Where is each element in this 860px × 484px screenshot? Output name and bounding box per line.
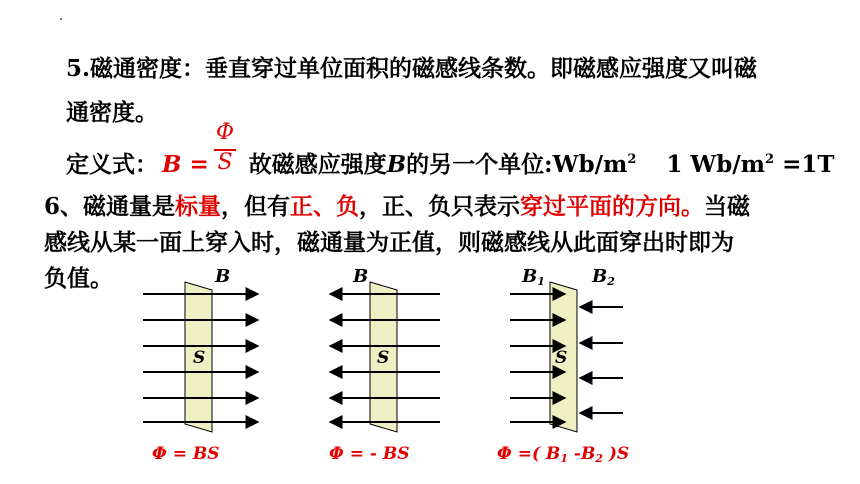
item6-seg-3: ，但有 xyxy=(221,193,291,220)
formula-label: 定义式： xyxy=(66,151,158,178)
item6-seg-7: 当磁 xyxy=(704,193,751,220)
figure-2-b-label: B xyxy=(353,266,369,287)
definition-line-2: 通密度。 xyxy=(66,99,158,126)
item6-seg-4: 正、负 xyxy=(290,193,360,220)
fraction-denominator: S xyxy=(217,150,233,175)
formula-b: B xyxy=(386,151,407,178)
figure-1-b-label: B xyxy=(215,266,231,287)
formula-text-1: 故磁感应强度 xyxy=(248,151,387,178)
figure-1-formula: Φ = BS xyxy=(152,444,220,464)
formula-lhs: B = xyxy=(162,151,209,178)
figure-3-b1-label: $B_1$ xyxy=(522,266,545,288)
unit-sup-2: 2 xyxy=(765,152,775,167)
fraction-numerator: Φ xyxy=(215,120,235,145)
unit-equality: 1 Wb/m xyxy=(666,151,766,178)
unit-equality-rest: =1T xyxy=(774,151,835,178)
figure-3-formula: Φ =( $B_1$ $-B_2$ )S xyxy=(497,444,630,465)
item6-line-2: 感线从某一面上穿入时，磁通量为正值，则磁感线从此面穿出时即为 xyxy=(44,229,734,256)
figure-2-s-label: S xyxy=(377,348,390,368)
formula-sup-1: 2 xyxy=(627,152,637,167)
figure-3-b2-label: $B_2$ xyxy=(592,266,615,288)
figure-3-s-label: S xyxy=(555,348,568,368)
figure-1-s-label: S xyxy=(193,348,206,368)
item6-seg-5: ，正、负只表示 xyxy=(359,193,521,220)
formula-text-2: 的另一个单位:Wb/m xyxy=(406,151,628,178)
item6-seg-6: 穿过平面的方向。 xyxy=(520,193,705,220)
item6-seg-2: 标量 xyxy=(175,193,222,220)
figure-2-formula: Φ = - BS xyxy=(329,444,410,464)
item6-line-3: 负值。 xyxy=(44,265,113,292)
definition-line-1: 5.磁通密度：垂直穿过单位面积的磁感线条数。即磁感应强度又叫磁 xyxy=(66,55,758,82)
item6-seg-1: 6、磁通量是 xyxy=(44,193,176,220)
